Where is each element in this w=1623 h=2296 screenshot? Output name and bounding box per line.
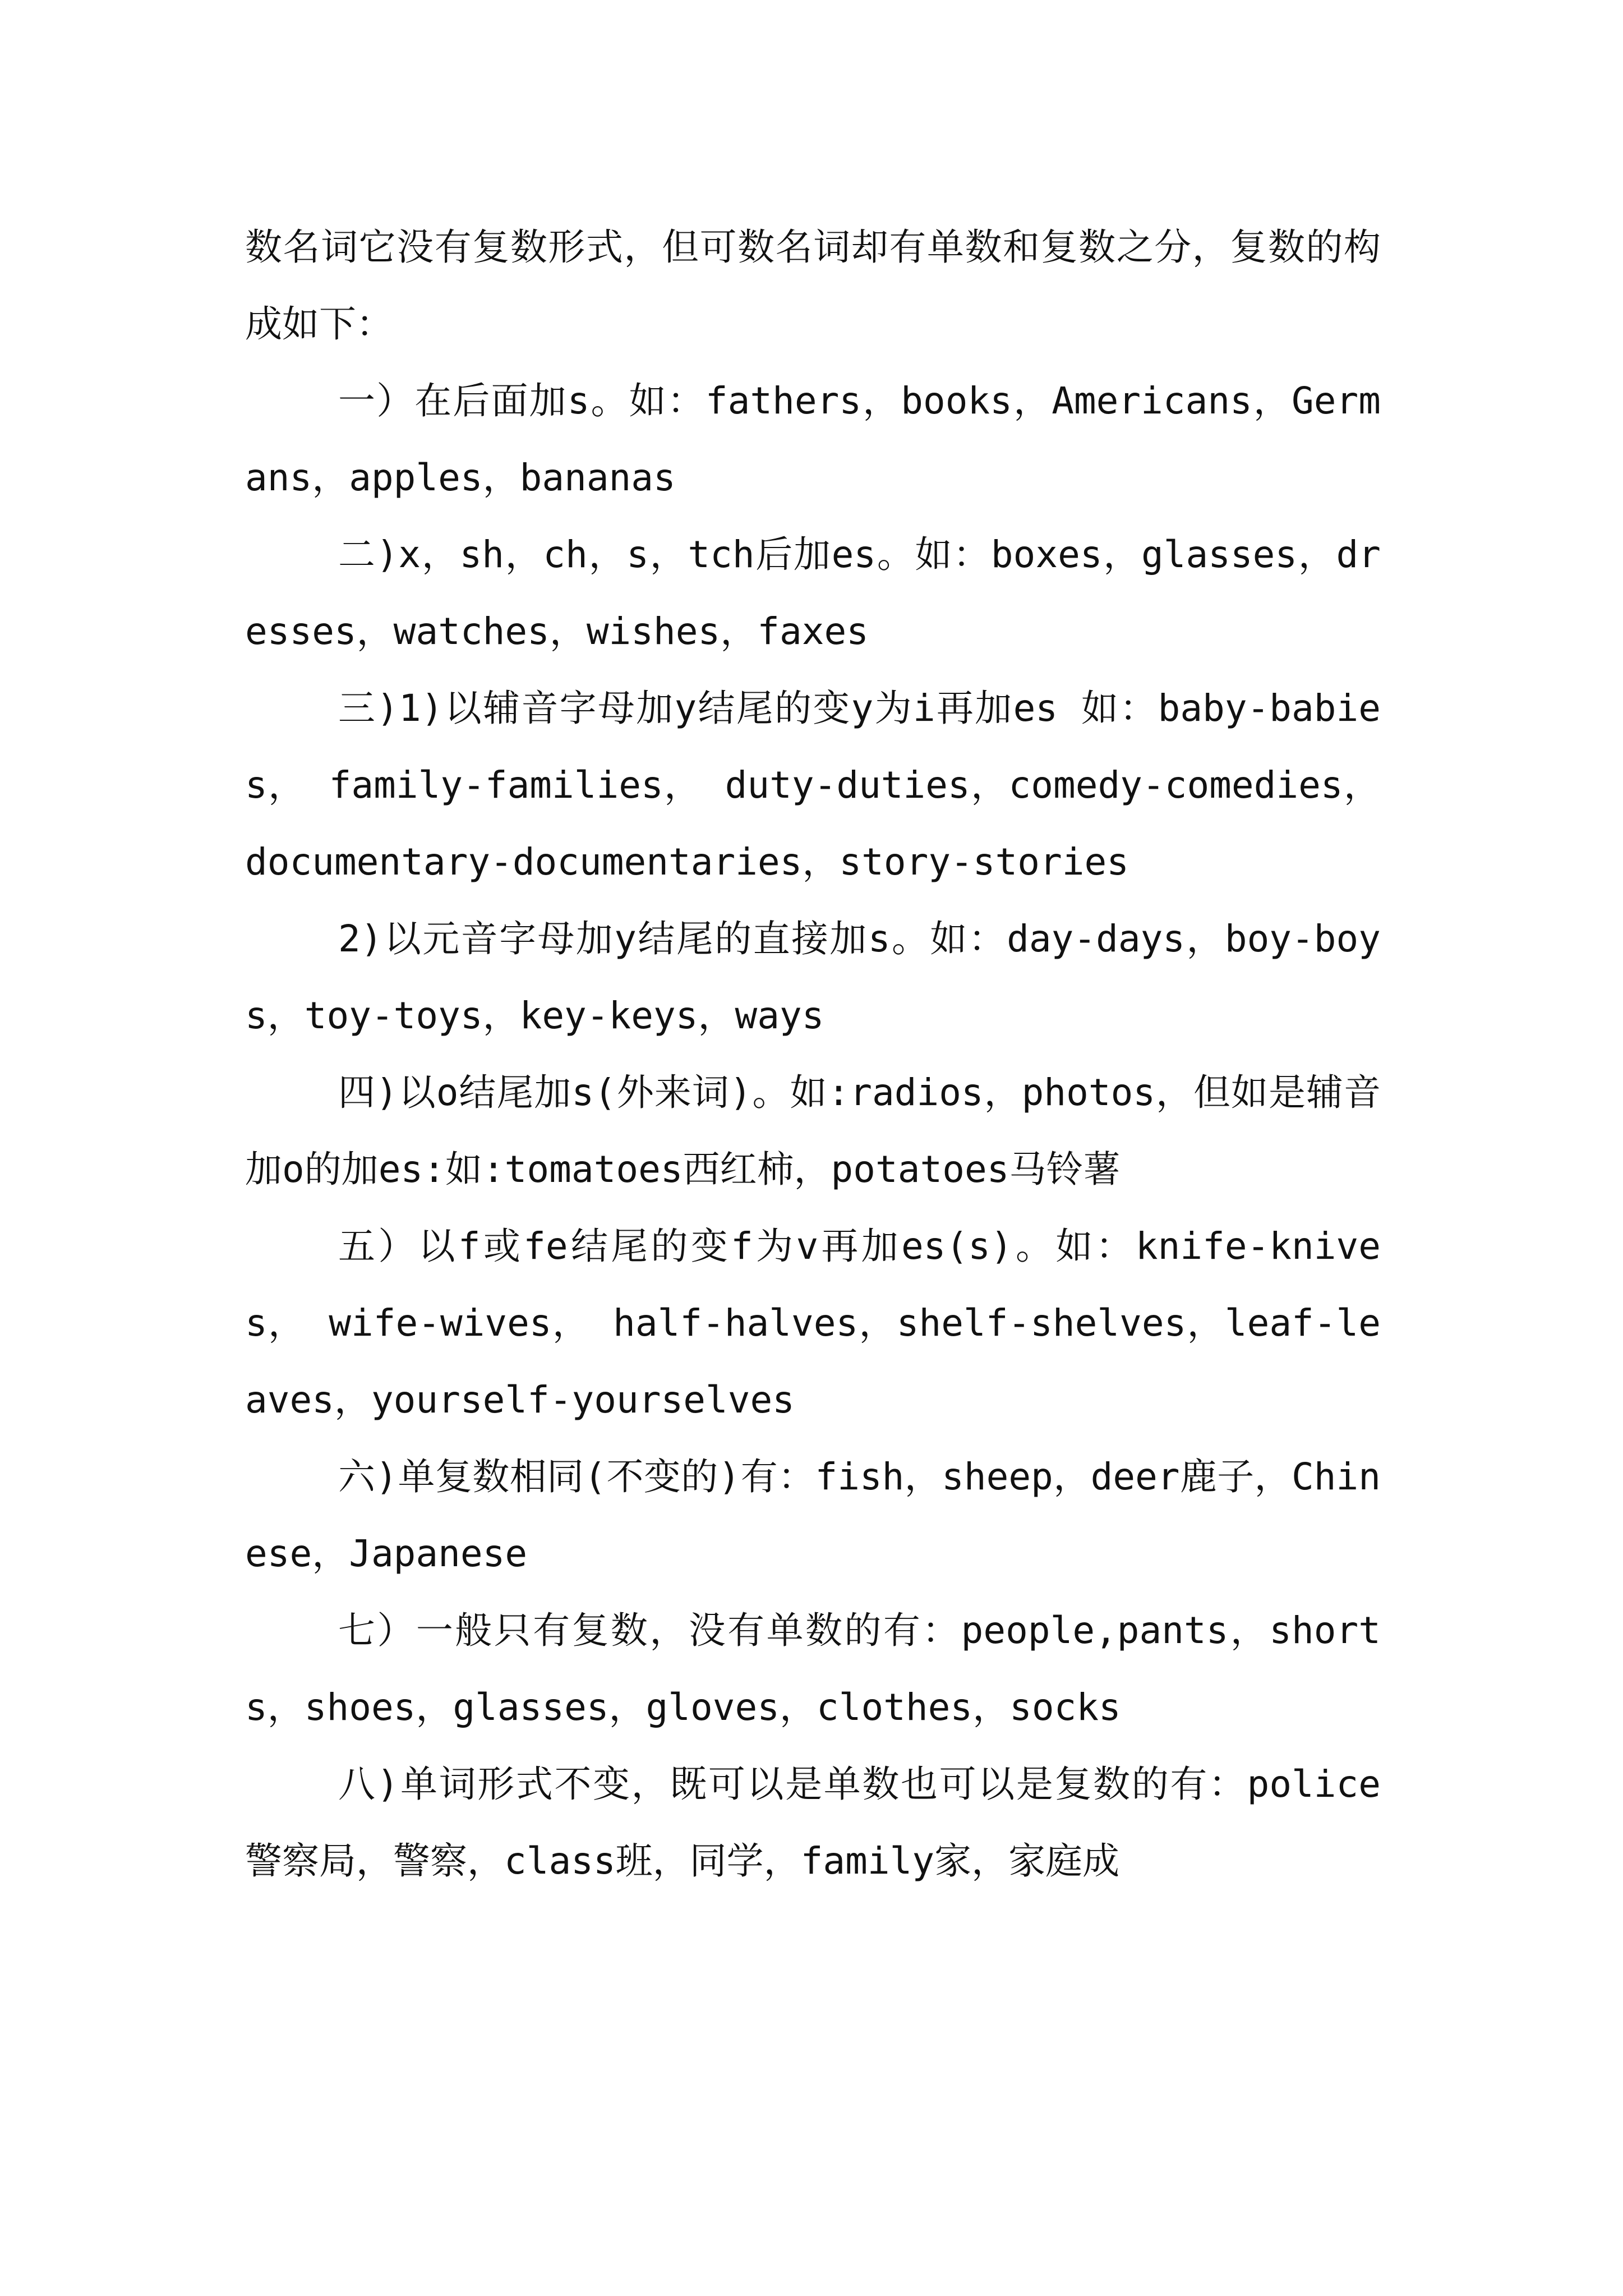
paragraph-rule-7: 七）一般只有复数，没有单数的有：people,pants，shorts，shoes，glasses，gloves，clothes，socks — [245, 1609, 1381, 1729]
document-body — [245, 209, 1381, 1899]
paragraph-rule-8: 八)单词形式不变，既可以是单数也可以是复数的有：police警察局，警察，class班，同学，family家，家庭成 — [245, 1763, 1381, 1883]
paragraph-rule-5: 五）以f或fe结尾的变f为v再加es(s)。如：knife-knives， wife-wives， half-halves，shelf-shelves，leaf-leaves，yourself-yourselves — [245, 1225, 1381, 1421]
paragraph-rule-4: 四)以o结尾加s(外来词)。如:radios，photos，但如是辅音加o的加es:如:tomatoes西红柿，potatoes马铃薯 — [245, 1071, 1381, 1191]
paragraph-rule-2: 二)x，sh，ch，s，tch后加es。如：boxes，glasses，dresses，watches，wishes，faxes — [245, 533, 1381, 653]
paragraph-intro: 数名词它没有复数形式，但可数名词却有单数和复数之分，复数的构成如下： — [245, 226, 1381, 346]
paragraph-rule-6: 六)单复数相同(不变的)有：fish，sheep，deer鹿子，Chinese，Japanese — [245, 1455, 1381, 1575]
paragraph-rule-3-1: 三)1)以辅音字母加y结尾的变y为i再加es 如：baby-babies， family-families， duty-duties，comedy-comedies， documentary-documentaries，story-stories — [245, 687, 1381, 884]
paragraph-rule-1: 一）在后面加s。如：fathers，books，Americans，Germans，apples，bananas — [245, 379, 1381, 499]
paragraph-rule-3-2: 2)以元音字母加y结尾的直接加s。如：day-days，boy-boys，toy-toys，key-keys，ways — [245, 917, 1381, 1037]
